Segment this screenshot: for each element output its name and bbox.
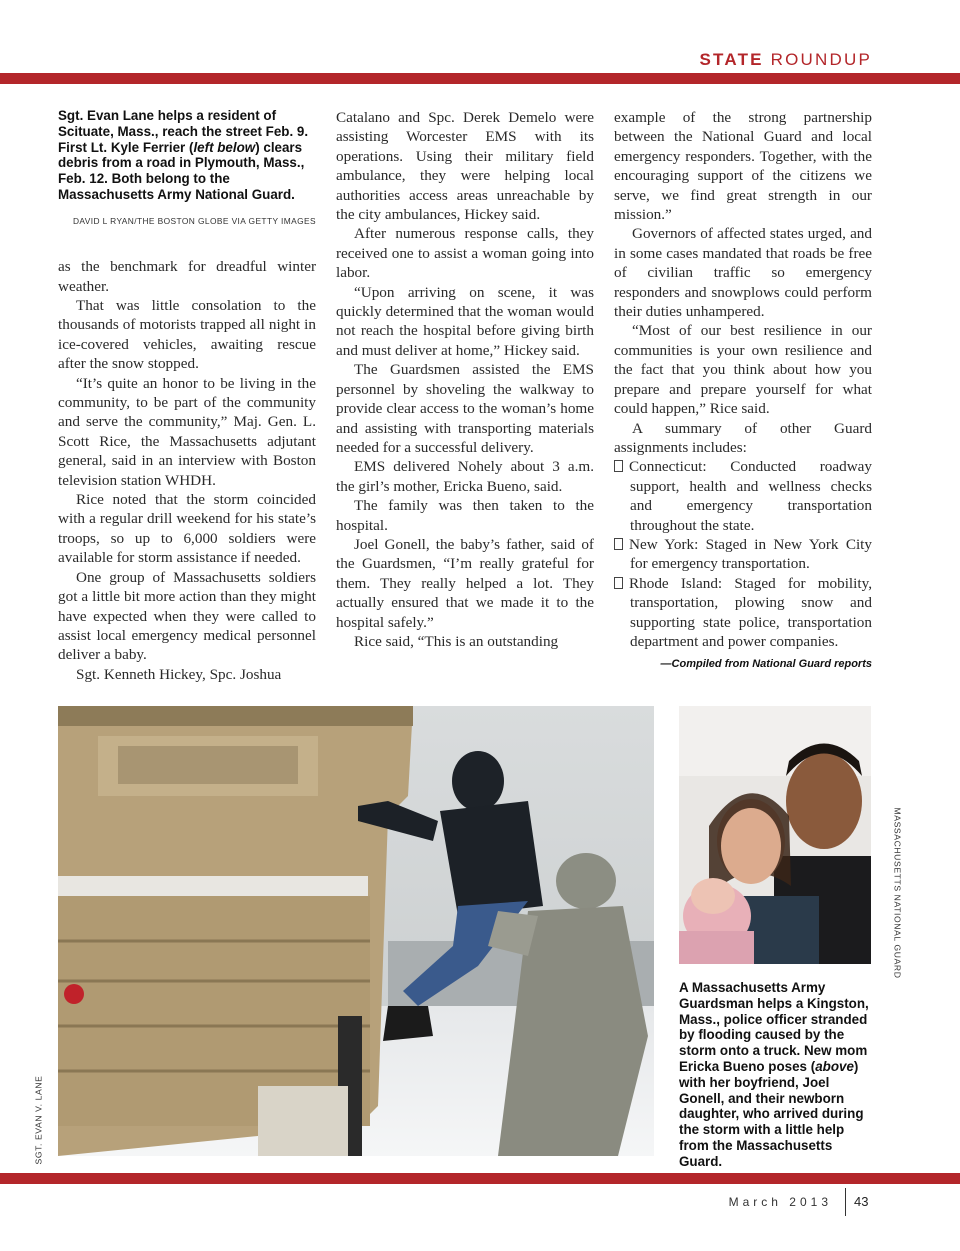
paragraph: EMS delivered Nohely about 3 a.m. the girl’s mother, Ericka Bueno, said.: [336, 458, 594, 495]
bullet-item: [614, 574, 872, 652]
bullet-box-icon: [614, 577, 623, 589]
paragraph: Sgt. Kenneth Hickey, Spc. Joshua: [76, 665, 282, 683]
top-red-bar: [0, 73, 960, 84]
photo-caption-1: [58, 108, 316, 203]
paragraph: Catalano and Spc. Derek Demelo were assisting Worcester EMS with its operations. Using their military field ambulance, they were helping local authorities access areas unreachable by the city ambulances, Hickey said.: [336, 109, 594, 224]
bullet-item: [614, 457, 872, 535]
section-header-bold: STATE: [699, 50, 764, 69]
paragraph: “Most of our best resilience in our communities is your own resilience and the fact that you think about how you prepare and prepare yourself for what could happen,” Rice said.: [614, 322, 872, 418]
paragraph: The family was then taken to the hospital.: [336, 497, 594, 534]
truck-photo-credit: SGT. EVAN V. LANE: [33, 1075, 44, 1165]
paragraph: “Upon arriving on scene, it was quickly determined that the woman would not reach the hospital before giving birth and must deliver at home,” Hickey said.: [336, 283, 594, 359]
photo-caption-2-part2: ) with her boyfriend, Joel Gonell, and their newborn daughter, who arrived during the storm with a little help from the Massachusetts Guard.: [679, 1058, 864, 1169]
paragraph: Governors of affected states urged, and in some cases mandated that roads be free of civilian traffic so emergency responders and snowplows could perform their duties unhampered.: [614, 225, 872, 321]
bullet-box-icon: [614, 538, 623, 550]
family-photo: [679, 706, 871, 964]
truck-photo-illustration: [58, 706, 654, 1156]
bullet-text: Connecticut: Conducted roadway support, health and wellness checks and emergency transportation throughout the state.: [629, 458, 872, 534]
photo-caption-1-part2: ) clears debris from a road in Plymouth, Mass., Feb. 12. Both belong to the Massachusetts Army National Guard.: [58, 139, 305, 202]
bullet-text: New York: Staged in New York City for emergency transportation.: [629, 535, 872, 573]
truck-photo: [58, 706, 654, 1156]
bullet-text: Rhode Island: Staged for mobility, transportation, plowing snow and supporting state police, transportation department and power companies.: [629, 574, 872, 650]
column-3: [614, 108, 872, 675]
paragraph: That was little consolation to the thousands of motorists trapped all night in ice-covered vehicles, awaiting rescue after the snow stopped.: [58, 297, 316, 373]
section-header: [700, 50, 873, 70]
paragraph: One group of Massachusetts soldiers got a little bit more action than they might have expected when they were called to assist local emergency medical personnel deliver a baby.: [58, 568, 316, 664]
photo-caption-2-part1: A Massachusetts Army Guardsman helps a Kingston, Mass., police officer stranded by flooding caused by the storm onto a truck. New mom Ericka Bueno poses (: [679, 980, 869, 1074]
family-photo-credit: MASSACHUSETTS NATIONAL GUARD: [892, 807, 903, 979]
paragraph: as the benchmark for dreadful winter weather.: [58, 258, 316, 295]
footer-page-number: 43: [854, 1194, 869, 1209]
paragraph: Rice noted that the storm coincided with a regular drill weekend for his state’s troops, so up to 6,000 soldiers were available for storm assistance if needed.: [58, 491, 316, 567]
paragraph: Joel Gonell, the baby’s father, said of the Guardsmen, “I’m really grateful for them. They really helped a lot. They actually ensured that we made it to the hospital safely.”: [336, 535, 594, 631]
paragraph: example of the strong partnership between the National Guard and local emergency responders. Together, with the encouraging support of the citizens we serve, we find great strength in our mission.”: [614, 109, 872, 224]
photo-caption-1-emphasis: left below: [193, 139, 256, 155]
photo-caption-2: [679, 980, 873, 1170]
footer-issue-date: March 2013: [728, 1195, 832, 1209]
footer-divider: [845, 1188, 846, 1216]
photo-credit-1: DAVID L RYAN/THE BOSTON GLOBE VIA GETTY IMAGES: [72, 215, 316, 226]
column-2: [336, 108, 594, 651]
bullet-item: [614, 535, 872, 574]
photo-caption-1-part1: Sgt. Evan Lane helps a resident of Scituate, Mass., reach the street Feb. 9. First Lt. Kyle Ferrier (: [58, 108, 309, 155]
section-header-light: ROUNDUP: [770, 50, 872, 69]
photo-caption-2-emphasis: above: [815, 1058, 854, 1074]
paragraph: The Guardsmen assisted the EMS personnel by shoveling the walkway to provide clear access to the woman’s home and assisting with transporting materials needed for a successful delivery.: [336, 361, 594, 456]
paragraph: Rice said, “This is an outstanding: [354, 632, 559, 650]
compiled-credit: —Compiled from National Guard reports: [660, 658, 872, 671]
column-1: [58, 108, 316, 684]
bottom-red-bar: [0, 1173, 960, 1184]
paragraph: “It’s quite an honor to be living in the community, to be part of the community and serve the community,” Maj. Gen. L. Scott Rice, the Massachusetts adjutant general, said in an interview with Boston television station WHDH.: [58, 374, 316, 489]
family-photo-illustration: [679, 706, 871, 964]
paragraph: A summary of other Guard assignments includes:: [614, 419, 872, 456]
paragraph: After numerous response calls, they received one to assist a woman going into labor.: [336, 225, 594, 282]
bullet-box-icon: [614, 460, 623, 472]
